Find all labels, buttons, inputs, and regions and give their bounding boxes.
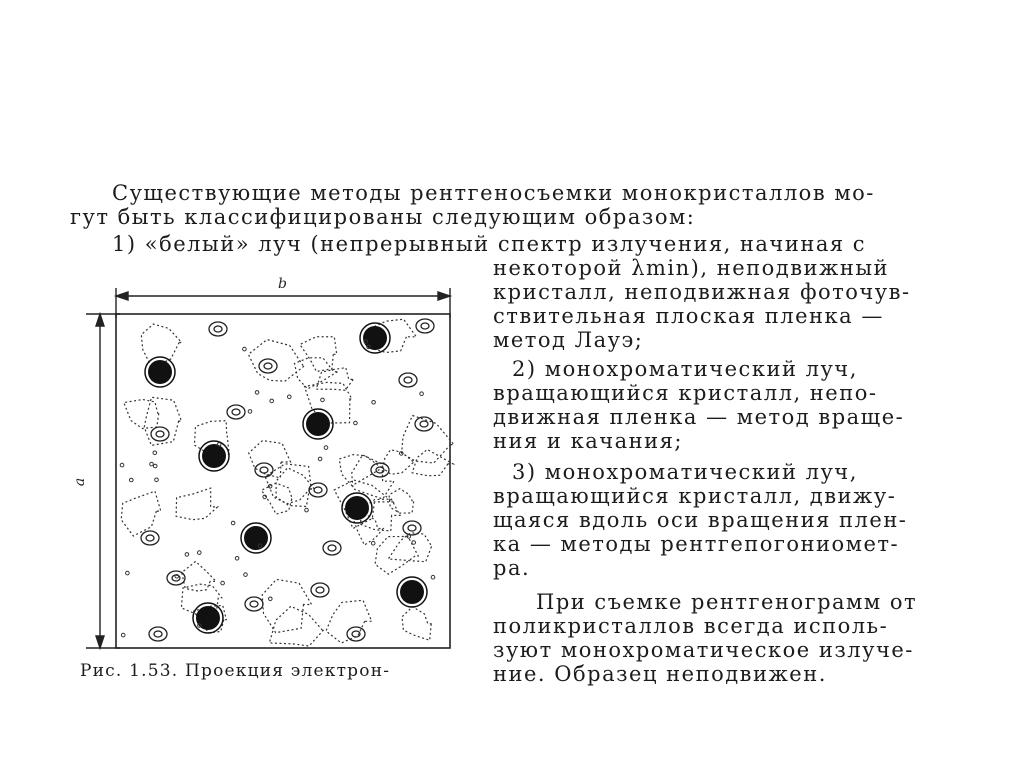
ring-spot: [309, 483, 327, 497]
diffraction-spots: [120, 319, 454, 646]
ring-spot-inner: [146, 535, 154, 541]
dark-spot: [345, 496, 369, 520]
small-dot: [121, 633, 125, 637]
height-arrow-top: [96, 314, 104, 326]
ring-spot: [416, 319, 434, 333]
small-dot: [288, 395, 292, 399]
ring-spot: [415, 417, 433, 431]
ring-spot-inner: [260, 467, 268, 473]
dashed-contour: [121, 491, 161, 536]
small-dot: [270, 399, 274, 403]
small-dot: [244, 573, 248, 577]
ring-spot-inner: [421, 323, 429, 329]
item3-line-4: ка — методы рентгепогониомет-: [493, 532, 900, 556]
small-dot: [248, 410, 252, 414]
ring-spot-inner: [328, 545, 336, 551]
ring-spot-inner: [156, 431, 164, 437]
small-dot: [221, 581, 225, 585]
ring-spot-inner: [250, 601, 258, 607]
small-dot: [318, 457, 322, 461]
item1-line-5: метод Лауэ;: [493, 328, 644, 352]
small-dot: [305, 508, 309, 512]
width-label: b: [278, 276, 287, 292]
dark-spot: [148, 360, 172, 384]
small-dot: [150, 462, 154, 466]
small-dot: [235, 557, 239, 561]
dashed-contour: [383, 450, 415, 475]
ring-spot: [149, 627, 167, 641]
dashed-contour: [265, 464, 311, 504]
ring-spot: [209, 322, 227, 336]
dark-spot: [400, 580, 424, 604]
height-arrow-bottom: [96, 636, 104, 648]
small-dot: [198, 551, 202, 555]
small-dot: [324, 446, 328, 450]
dashed-contour: [144, 397, 181, 445]
small-dot: [354, 421, 358, 425]
small-dot: [120, 463, 124, 467]
small-dot: [371, 541, 375, 545]
item3-line-2: вращающийся кристалл, движу-: [493, 484, 897, 508]
dashed-contour: [248, 340, 304, 382]
dark-spot: [196, 606, 220, 630]
small-dot: [431, 575, 435, 579]
ring-spot-inner: [214, 326, 222, 332]
dashed-contour: [262, 579, 311, 632]
closing-line-1: При съемке рентгенограмм от: [536, 590, 918, 614]
small-dot: [412, 541, 416, 545]
ring-spot: [259, 359, 277, 373]
figure-caption: Рис. 1.53. Проекция электрон-: [80, 661, 391, 681]
ring-spot-inner: [232, 409, 240, 415]
small-dot: [269, 597, 273, 601]
small-dot: [243, 347, 247, 351]
item3-line-5: ра.: [493, 556, 531, 580]
dashed-contour: [316, 368, 353, 391]
dashed-contour: [339, 455, 383, 486]
small-dot: [420, 392, 424, 396]
small-dot: [231, 521, 235, 525]
ring-spot-inner: [376, 467, 384, 473]
ring-spot-inner: [420, 421, 428, 427]
small-dot: [155, 478, 159, 482]
ring-spot: [227, 405, 245, 419]
item2-line-3: движная пленка — метод враще-: [493, 405, 905, 429]
width-arrow-right: [438, 292, 450, 300]
ring-spot: [141, 531, 159, 545]
ring-spot-inner: [314, 487, 322, 493]
ring-spot: [347, 627, 365, 641]
ring-spot-inner: [264, 363, 272, 369]
ring-spot-inner: [154, 631, 162, 637]
ring-spot: [311, 583, 329, 597]
width-arrow-left: [116, 292, 128, 300]
small-dot: [372, 401, 376, 405]
item1-line-1: 1) «белый» луч (непрерывный спектр излучения, начиная с: [112, 232, 867, 256]
ring-spot: [255, 463, 273, 477]
ring-spot-inner: [316, 587, 324, 593]
ring-spot: [151, 427, 169, 441]
item2-line-4: ния и качания;: [493, 429, 683, 453]
small-dot: [255, 391, 259, 395]
closing-line-4: ние. Образец неподвижен.: [493, 662, 827, 686]
dark-spot: [306, 412, 330, 436]
item1-line-4: ствительная плоская пленка —: [493, 304, 884, 328]
item3-line-3: щаяся вдоль оси вращения плен-: [493, 508, 908, 532]
small-dot: [153, 464, 157, 468]
dashed-contour: [402, 607, 431, 641]
item1-line-3: кристалл, неподвижная фоточув-: [493, 280, 911, 304]
height-label: a: [72, 477, 89, 487]
ring-spot-inner: [404, 377, 412, 383]
item3-line-1: 3) монохроматический луч,: [512, 460, 858, 484]
closing-line-2: поликристаллов всегда исполь-: [493, 614, 889, 638]
dark-spot: [244, 526, 268, 550]
ring-spot: [245, 597, 263, 611]
dark-spot: [202, 444, 226, 468]
dashed-contour: [269, 606, 323, 646]
small-dot: [126, 571, 130, 575]
ring-spot: [403, 521, 421, 535]
closing-line-3: зуют монохроматическое излуче-: [493, 638, 914, 662]
dashed-contour: [412, 450, 453, 476]
dashed-contour: [300, 337, 337, 372]
item2-line-2: вращающийся кристалл, непо-: [493, 381, 878, 405]
dashed-contour: [176, 488, 217, 520]
small-dot: [185, 553, 189, 557]
dashed-contour: [124, 400, 159, 429]
intro-line-2: гут быть классифицированы следующим образом:: [70, 205, 696, 229]
item1-line-2: некоторой λmin), неподвижный: [493, 256, 890, 280]
ring-spot: [323, 541, 341, 555]
dashed-contour: [389, 489, 414, 513]
item2-line-1: 2) монохроматический луч,: [512, 357, 858, 381]
small-dot: [130, 478, 134, 482]
ring-spot-inner: [408, 525, 416, 531]
intro-line-1: Существующие методы рентгеносъемки монокристаллов мо-: [112, 181, 875, 205]
small-dot: [321, 398, 325, 402]
ring-spot: [399, 373, 417, 387]
dashed-contour: [295, 358, 338, 389]
small-dot: [153, 451, 157, 455]
